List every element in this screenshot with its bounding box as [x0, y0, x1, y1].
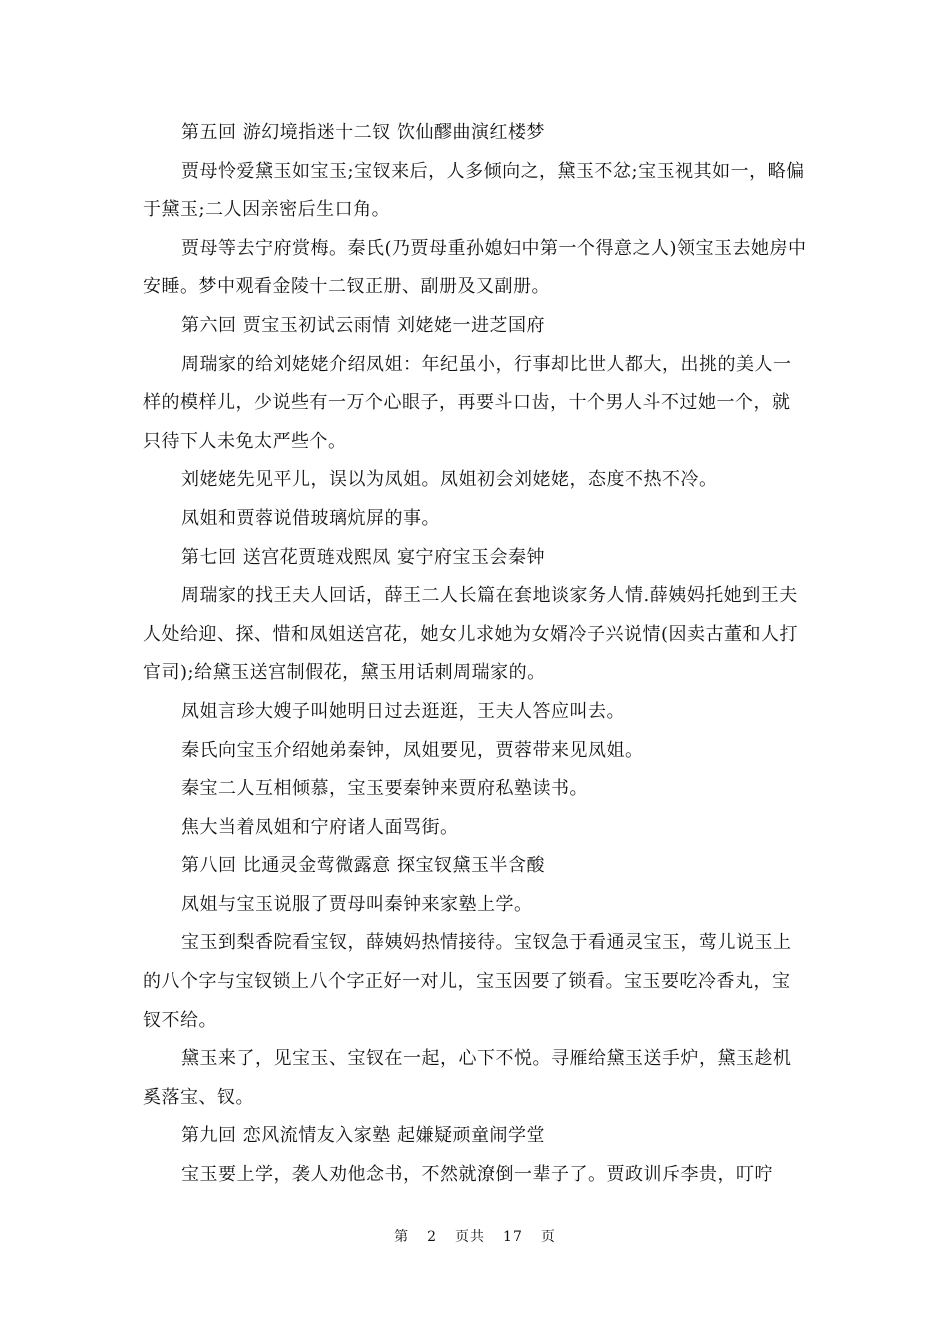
total-page-count: 17	[503, 1229, 523, 1245]
page-footer	[0, 1226, 950, 1246]
document-body	[143, 114, 807, 1195]
paragraph: 贾母等去宁府赏梅。秦氏(乃贾母重孙媳妇中第一个得意之人)领宝玉去她房中安睡。梦中观看金陵十二钗正册、副册及又副册。	[143, 237, 807, 298]
paragraph: 刘姥姥先见平儿，误以为凤姐。凤姐初会刘姥姥，态度不热不冷。	[181, 469, 718, 491]
footer-prefix: 第	[394, 1229, 410, 1245]
current-page-number: 2	[427, 1229, 438, 1245]
chapter-heading: 第九回 恋风流情友入家塾 起嫌疑顽童闹学堂	[181, 1125, 545, 1147]
footer-middle: 页共	[455, 1229, 486, 1245]
paragraph: 宝玉到梨香院看宝钗，薛姨妈热情接待。宝钗急于看通灵宝玉，莺儿说玉上的八个字与宝钗锁上八个字正好一对儿，宝玉因要了锁看。宝玉要吃冷香丸，宝钗不给。	[143, 932, 792, 1031]
paragraph: 秦氏向宝玉介绍她弟秦钟，凤姐要见，贾蓉带来见凤姐。	[181, 739, 644, 761]
paragraph: 贾母怜爱黛玉如宝玉;宝钗来后，人多倾向之，黛玉不忿;宝玉视其如一，略偏于黛玉;二人因亲密后生口角。	[143, 160, 805, 221]
paragraph: 凤姐言珍大嫂子叫她明日过去逛逛，王夫人答应叫去。	[181, 700, 625, 722]
paragraph: 黛玉来了，见宝玉、宝钗在一起，心下不悦。寻雁给黛玉送手炉，黛玉趁机奚落宝、钗。	[143, 1048, 792, 1108]
paragraph: 周瑞家的给刘姥姥介绍凤姐：年纪虽小，行事却比世人都大，出挑的美人一样的模样儿，少说些有一万个心眼子，再要斗口齿，十个男人斗不过她一个，就只待下人未免太严些个。	[143, 353, 792, 452]
paragraph: 周瑞家的找王夫人回话，薛王二人长篇在套地谈家务人情.薛姨妈托她到王夫人处给迎、探、惜和凤姐送宫花，她女儿求她为女婿冷子兴说情(因卖古董和人打官司);给黛玉送宫制假花，黛玉用话刺周瑞家的。	[143, 585, 799, 684]
paragraph: 焦大当着凤姐和宁府诸人面骂街。	[181, 816, 459, 838]
paragraph: 宝玉要上学，袭人劝他念书，不然就潦倒一辈子了。贾政训斥李贵，叮咛	[181, 1164, 773, 1186]
chapter-heading: 第五回 游幻境指迷十二钗 饮仙醪曲演红楼梦	[181, 122, 545, 143]
paragraph: 凤姐和贾蓉说借玻璃炕屏的事。	[181, 507, 440, 529]
chapter-heading: 第八回 比通灵金莺微露意 探宝钗黛玉半含酸	[181, 855, 545, 877]
chapter-heading: 第七回 送宫花贾琏戏熙凤 宴宁府宝玉会秦钟	[181, 546, 545, 568]
paragraph: 秦宝二人互相倾慕，宝玉要秦钟来贾府私塾读书。	[181, 778, 588, 800]
footer-suffix: 页	[540, 1229, 556, 1245]
paragraph: 凤姐与宝玉说服了贾母叫秦钟来家塾上学。	[181, 893, 533, 915]
chapter-heading: 第六回 贾宝玉初试云雨情 刘姥姥一进芝国府	[181, 314, 545, 336]
